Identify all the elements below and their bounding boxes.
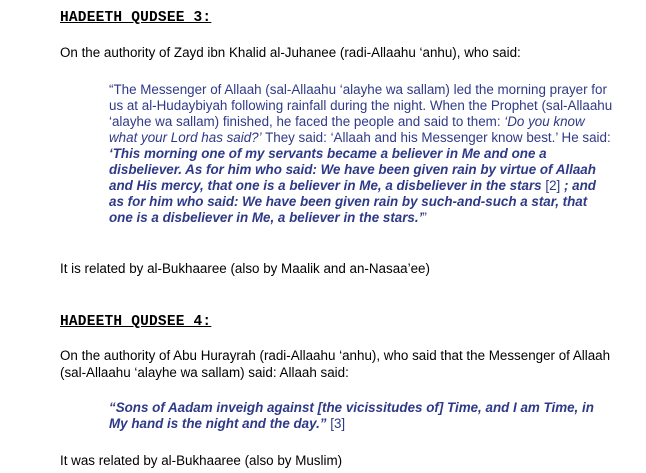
- section-4-quote: [109, 400, 614, 432]
- section-heading-4: HADEETH QUDSEE 4:: [60, 314, 212, 330]
- quote-4-hadith: “Sons of Aadam inveigh against [the vicissitudes of] Time, and I am Time, in My hand is the night and the day.”: [109, 400, 594, 431]
- quote-3-hadith-2: ; and as for him who said: We have been given rain by such-and-such a star, that one is a disbeliever in Me, a believer in the stars.’: [109, 178, 596, 225]
- section-4-intro: On the authority of Abu Hurayrah (radi-Allaahu ‘anhu), who said that the Messenger of Allaah (sal-Allaahu ‘alayhe wa sallam) said: Allaah said:: [60, 348, 611, 380]
- quote-3-text-2: They said: ‘Allaah and his Messenger know best.’ He said:: [261, 130, 611, 145]
- section-heading-3: HADEETH QUDSEE 3:: [60, 10, 212, 26]
- quote-3-hadith-1: ‘This morning one of my servants became a believer in Me and one a disbeliever. As for him who said: We have been given rain by virtue of Allaah and His mercy, that one is a believer in Me, a disbeliever in the stars: [109, 146, 596, 193]
- quote-3-text-1: “The Messenger of Allaah (sal-Allaahu ‘alayhe wa sallam) led the morning prayer for us at al-Hudaybiyah following rainfall during the night. When the Prophet (sal-Allaahu ‘alayhe wa sallam) finished, he faced the people and said to them:: [109, 82, 613, 129]
- footnote-link-2[interactable]: [2]: [545, 178, 561, 193]
- section-4-source: It was related by al-Bukhaaree (also by Muslim): [60, 453, 343, 468]
- footnote-link-3[interactable]: [3]: [326, 416, 346, 431]
- quote-3-question: ‘Do you know what your Lord has said?’: [109, 114, 585, 145]
- section-3-quote: [109, 82, 614, 226]
- section-3-intro: On the authority of Zayd ibn Khalid al-Juhanee (radi-Allaahu ‘anhu), who said:: [60, 45, 521, 60]
- quote-3-close: ”: [422, 210, 427, 225]
- section-3-source: It is related by al-Bukhaaree (also by Maalik and an-Nasaa’ee): [60, 261, 430, 276]
